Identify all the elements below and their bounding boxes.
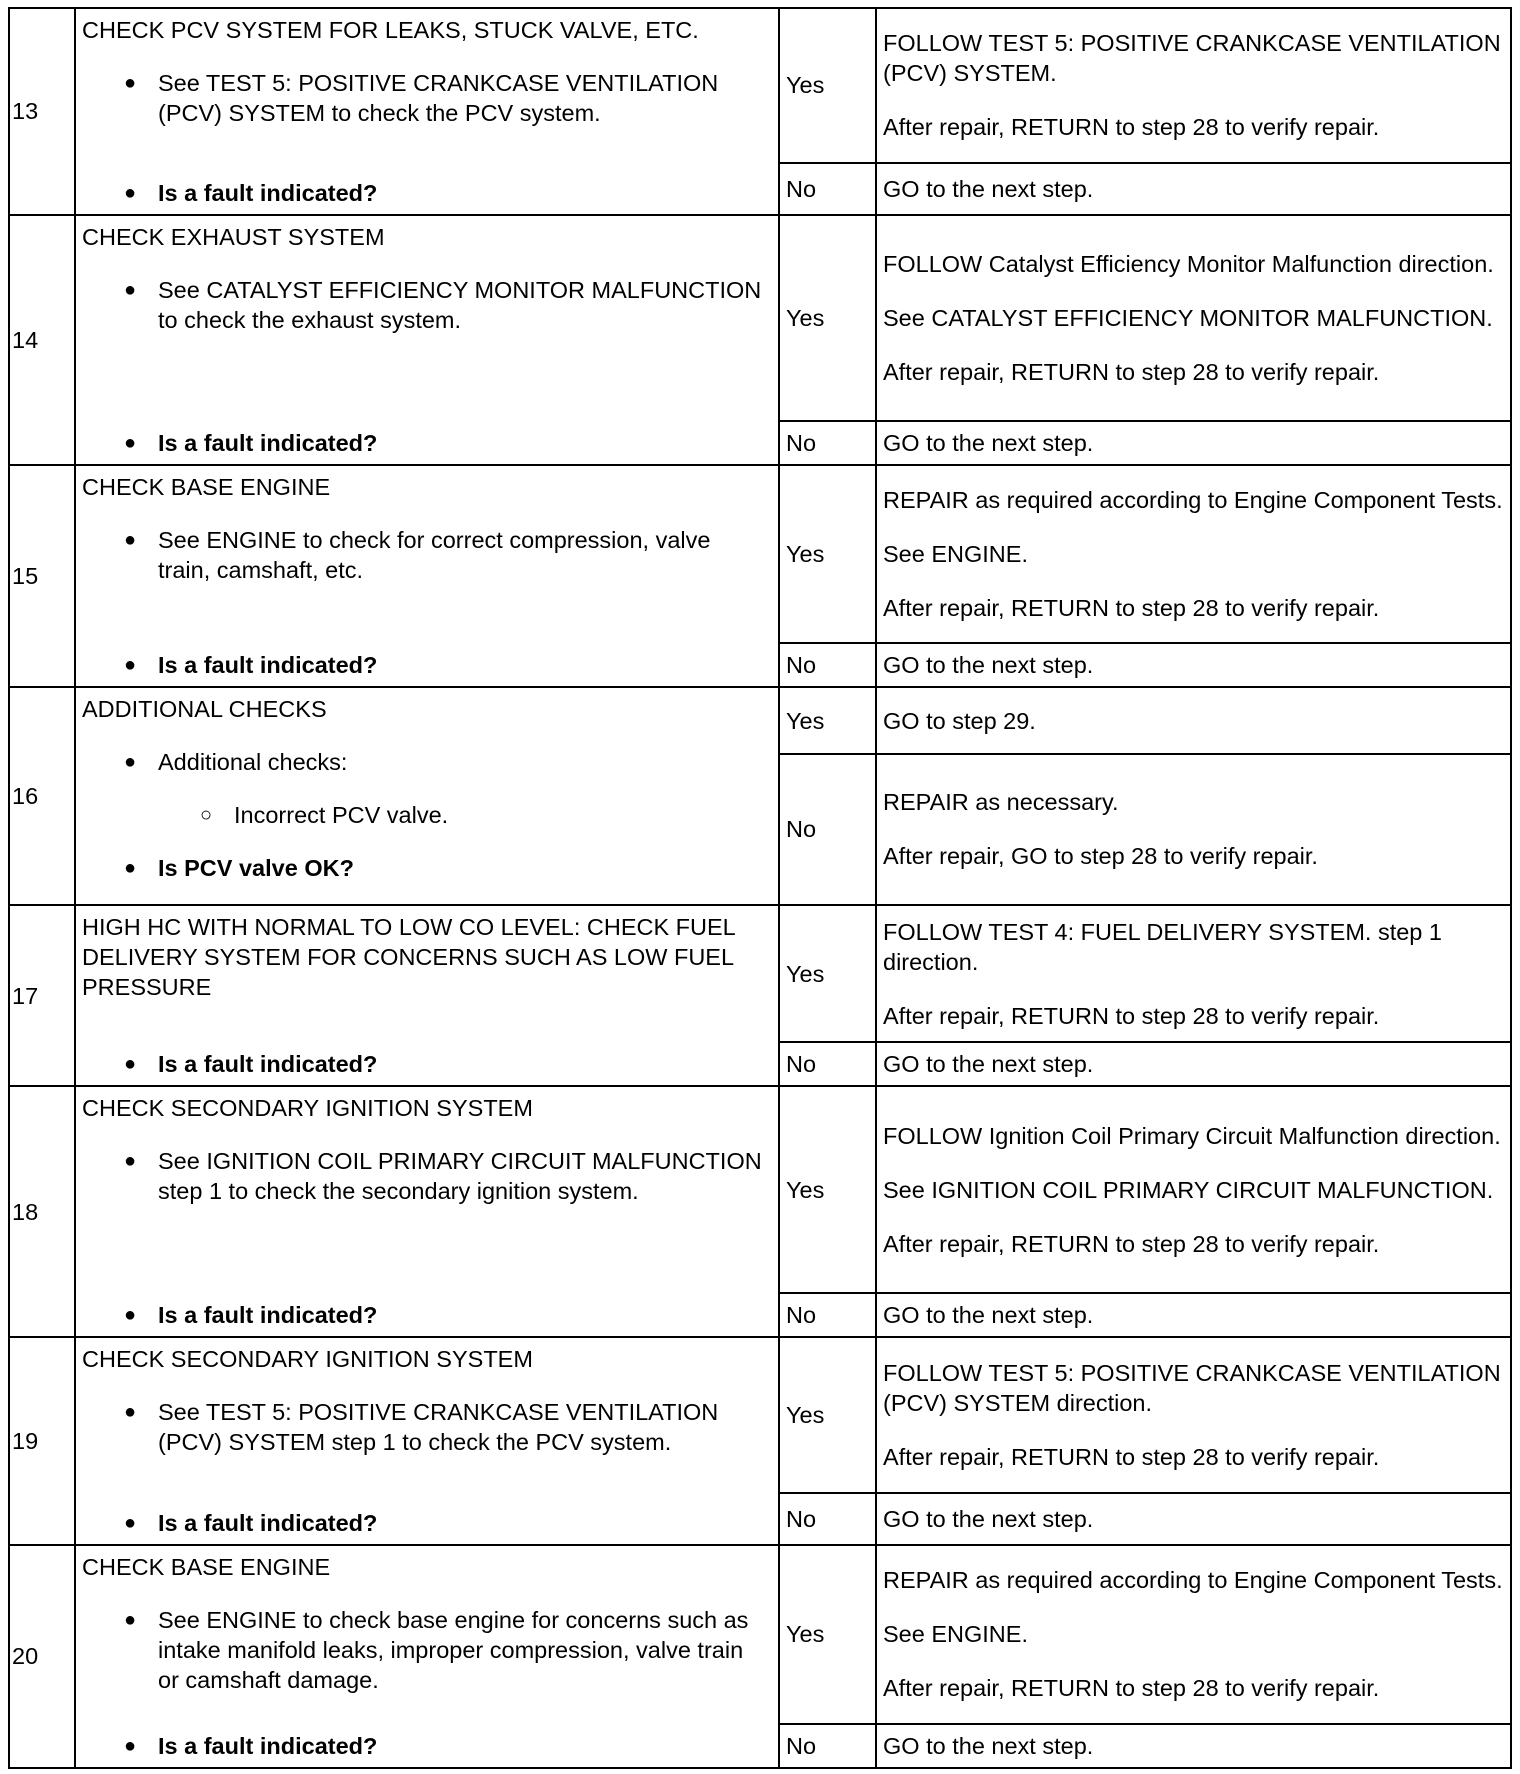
step-question: ● Is a fault indicated? <box>82 1731 768 1761</box>
yes-label: Yes <box>779 1337 876 1493</box>
no-label: No <box>779 163 876 215</box>
no-label: No <box>779 643 876 687</box>
step-question: ● Is a fault indicated? <box>82 1049 768 1079</box>
yes-label: Yes <box>779 905 876 1042</box>
yes-action-line: See ENGINE. <box>883 1621 1028 1648</box>
yes-action-line: After repair, RETURN to step 28 to verify repair. <box>883 114 1380 141</box>
yes-action <box>876 465 1511 643</box>
no-action <box>876 163 1511 215</box>
no-action-line: GO to the next step. <box>883 1301 1094 1328</box>
step-bullet: ● See CATALYST EFFICIENCY MONITOR MALFUNCTION to check the exhaust system. <box>82 275 768 335</box>
step-row-yes <box>9 8 1511 163</box>
no-action <box>876 1493 1511 1545</box>
yes-action-line: After repair, RETURN to step 28 to verify repair. <box>883 1443 1380 1470</box>
step-row-yes <box>9 1337 1511 1493</box>
step-number: 13 <box>9 8 75 215</box>
diagnostic-steps-table <box>8 7 1512 1769</box>
step-description <box>75 905 779 1086</box>
step-row-yes <box>9 215 1511 422</box>
no-action <box>876 754 1511 906</box>
step-row-yes <box>9 687 1511 753</box>
no-action <box>876 1293 1511 1337</box>
step-number: 20 <box>9 1545 75 1768</box>
step-sub-bullet: ○ Incorrect PCV valve. <box>82 800 768 830</box>
yes-action <box>876 687 1511 753</box>
step-description <box>75 465 779 687</box>
yes-action-line: REPAIR as required according to Engine Component Tests. <box>883 1567 1503 1594</box>
step-title: CHECK BASE ENGINE <box>82 1553 331 1580</box>
no-action <box>876 1724 1511 1768</box>
step-description <box>75 215 779 466</box>
yes-action-line: GO to step 29. <box>883 707 1036 734</box>
step-bullet: ● See TEST 5: POSITIVE CRANKCASE VENTILATION (PCV) SYSTEM step 1 to check the PCV system. <box>82 1397 768 1457</box>
step-question: ● Is a fault indicated? <box>82 1300 768 1330</box>
step-description <box>75 1086 779 1337</box>
step-bullet: ● See ENGINE to check for correct compression, valve train, camshaft, etc. <box>82 525 768 585</box>
yes-action <box>876 1337 1511 1493</box>
step-row-yes <box>9 465 1511 643</box>
step-title: CHECK SECONDARY IGNITION SYSTEM <box>82 1346 533 1373</box>
yes-action <box>876 905 1511 1042</box>
step-number: 15 <box>9 465 75 687</box>
yes-action-line: FOLLOW TEST 4: FUEL DELIVERY SYSTEM. step 1 direction. <box>883 918 1442 975</box>
yes-action-line: After repair, RETURN to step 28 to verify repair. <box>883 1002 1380 1029</box>
step-bullet: ● See IGNITION COIL PRIMARY CIRCUIT MALFUNCTION step 1 to check the secondary ignition system. <box>82 1146 768 1206</box>
step-number: 17 <box>9 905 75 1086</box>
yes-action-line: FOLLOW TEST 5: POSITIVE CRANKCASE VENTILATION (PCV) SYSTEM. <box>883 30 1501 87</box>
yes-action-line: REPAIR as required according to Engine Component Tests. <box>883 487 1503 514</box>
yes-action-line: See ENGINE. <box>883 541 1028 568</box>
no-label: No <box>779 1493 876 1545</box>
no-action-line: GO to the next step. <box>883 175 1094 202</box>
step-row-yes <box>9 1545 1511 1724</box>
yes-action-line: See CATALYST EFFICIENCY MONITOR MALFUNCTION. <box>883 304 1493 331</box>
no-label: No <box>779 1293 876 1337</box>
step-description <box>75 687 779 905</box>
yes-action-line: After repair, RETURN to step 28 to verify repair. <box>883 1230 1380 1257</box>
yes-label: Yes <box>779 465 876 643</box>
no-action-line: GO to the next step. <box>883 1732 1094 1759</box>
step-bullet: ● See ENGINE to check base engine for concerns such as intake manifold leaks, improper compression, valve train or camshaft damage. <box>82 1605 768 1695</box>
step-bullet: ● Additional checks: <box>82 747 768 777</box>
yes-action <box>876 215 1511 422</box>
step-row-yes <box>9 1086 1511 1293</box>
step-title: CHECK SECONDARY IGNITION SYSTEM <box>82 1095 533 1122</box>
no-action-line: GO to the next step. <box>883 1505 1094 1532</box>
no-action-line: REPAIR as necessary. <box>883 789 1119 816</box>
step-title: ADDITIONAL CHECKS <box>82 696 327 723</box>
yes-action-line: FOLLOW Ignition Coil Primary Circuit Malfunction direction. <box>883 1122 1501 1149</box>
step-question: ● Is PCV valve OK? <box>82 853 768 883</box>
step-bullet: ● See TEST 5: POSITIVE CRANKCASE VENTILATION (PCV) SYSTEM to check the PCV system. <box>82 68 768 128</box>
yes-label: Yes <box>779 1545 876 1724</box>
step-description <box>75 8 779 215</box>
yes-action <box>876 1545 1511 1724</box>
no-label: No <box>779 1724 876 1768</box>
no-label: No <box>779 1042 876 1086</box>
yes-label: Yes <box>779 1086 876 1293</box>
step-number: 16 <box>9 687 75 905</box>
yes-label: Yes <box>779 215 876 422</box>
step-question: ● Is a fault indicated? <box>82 1508 768 1538</box>
yes-label: Yes <box>779 8 876 163</box>
yes-action-line: After repair, RETURN to step 28 to verify repair. <box>883 595 1380 622</box>
no-action <box>876 643 1511 687</box>
no-label: No <box>779 421 876 465</box>
yes-action <box>876 8 1511 163</box>
no-action-line: GO to the next step. <box>883 430 1094 457</box>
step-title: HIGH HC WITH NORMAL TO LOW CO LEVEL: CHECK FUEL DELIVERY SYSTEM FOR CONCERNS SUCH AS LOW FUEL PRESSURE <box>82 914 735 1001</box>
step-number: 18 <box>9 1086 75 1337</box>
step-question: ● Is a fault indicated? <box>82 178 768 208</box>
no-action-line: After repair, GO to step 28 to verify repair. <box>883 843 1318 870</box>
no-label: No <box>779 754 876 906</box>
step-title: CHECK PCV SYSTEM FOR LEAKS, STUCK VALVE, ETC. <box>82 17 699 43</box>
step-question: ● Is a fault indicated? <box>82 650 768 680</box>
step-description <box>75 1545 779 1768</box>
no-action <box>876 421 1511 465</box>
step-title: CHECK EXHAUST SYSTEM <box>82 223 385 250</box>
yes-action-line: After repair, RETURN to step 28 to verify repair. <box>883 358 1380 385</box>
no-action <box>876 1042 1511 1086</box>
yes-action-line: FOLLOW TEST 5: POSITIVE CRANKCASE VENTILATION (PCV) SYSTEM direction. <box>883 1359 1501 1416</box>
no-action-line: GO to the next step. <box>883 1051 1094 1078</box>
yes-action-line: FOLLOW Catalyst Efficiency Monitor Malfunction direction. <box>883 250 1494 277</box>
step-row-yes <box>9 905 1511 1042</box>
yes-action-line: See IGNITION COIL PRIMARY CIRCUIT MALFUNCTION. <box>883 1176 1494 1203</box>
yes-label: Yes <box>779 687 876 753</box>
step-title: CHECK BASE ENGINE <box>82 474 331 501</box>
step-description <box>75 1337 779 1545</box>
yes-action-line: After repair, RETURN to step 28 to verify repair. <box>883 1675 1380 1702</box>
no-action-line: GO to the next step. <box>883 652 1094 679</box>
step-number: 19 <box>9 1337 75 1545</box>
step-question: ● Is a fault indicated? <box>82 428 768 458</box>
step-number: 14 <box>9 215 75 466</box>
yes-action <box>876 1086 1511 1293</box>
